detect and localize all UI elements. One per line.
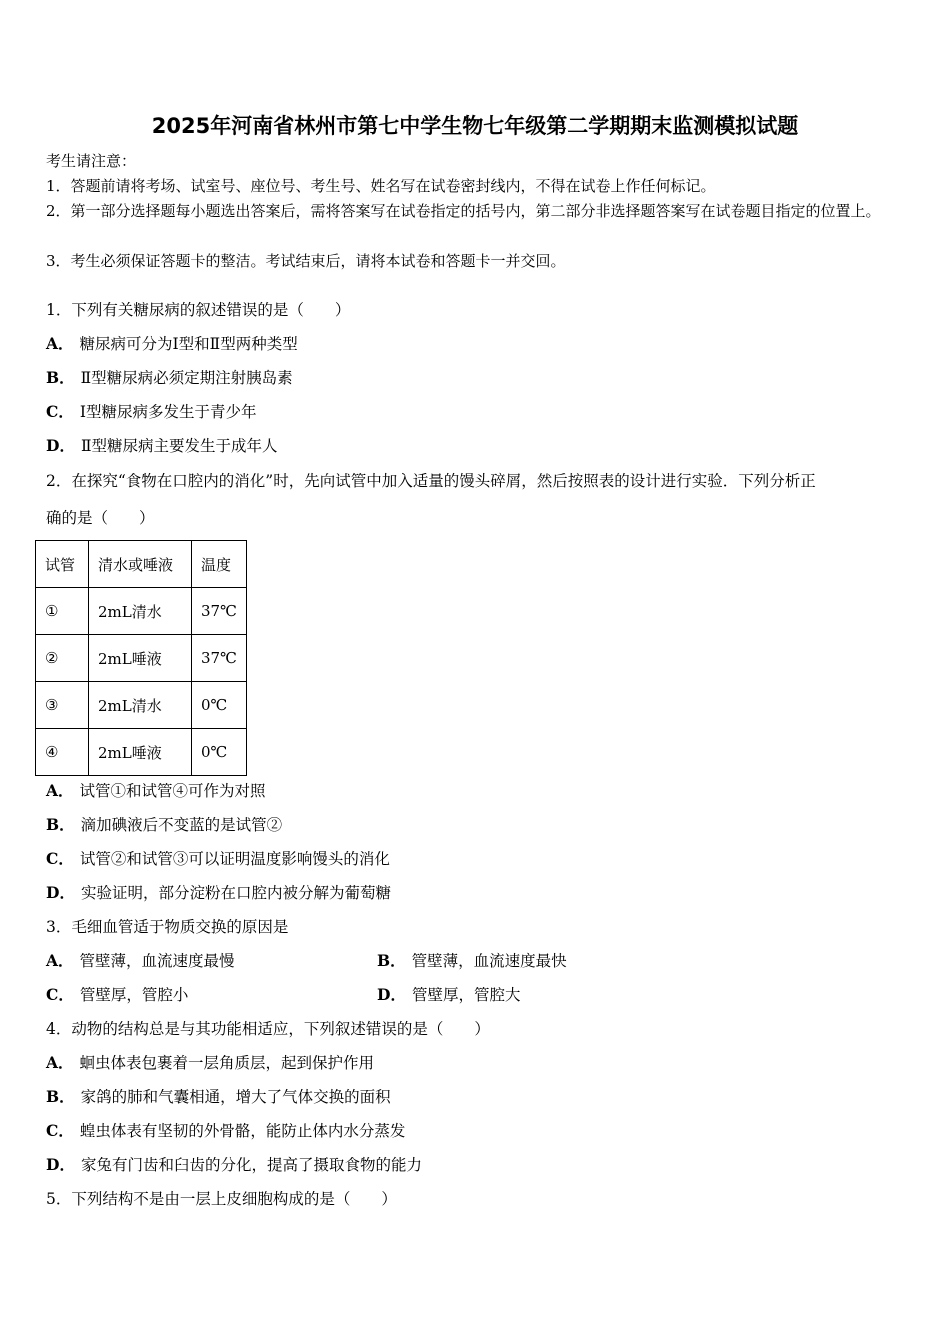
question-4-option-d [46, 1154, 422, 1176]
option-text: 管壁厚，管腔大 [411, 986, 521, 1004]
option-text: 管壁厚，管腔小 [79, 986, 189, 1004]
table-row [36, 682, 247, 729]
option-text: 管壁薄，血流速度最慢 [79, 952, 235, 970]
option-letter: C． [46, 1121, 74, 1140]
table-cell: 2mL唾液 [89, 729, 192, 776]
experiment-table [35, 540, 247, 776]
question-1-stem: 1．下列有关糖尿病的叙述错误的是（ ） [46, 301, 351, 319]
option-text: 试管①和试管④可作为对照 [79, 782, 266, 800]
option-text: 蝗虫体表有坚韧的外骨骼，能防止体内水分蒸发 [79, 1122, 406, 1140]
table-row [36, 635, 247, 682]
option-letter: C． [46, 849, 74, 868]
table-header-row [36, 541, 247, 588]
notice-item-1: 1．答题前请将考场、试室号、座位号、考生号、姓名写在试卷密封线内，不得在试卷上作任何标记。 [46, 177, 716, 195]
option-letter: C． [46, 402, 74, 421]
question-3-option-d [377, 984, 520, 1006]
option-letter: A． [46, 1053, 74, 1072]
option-letter: B． [46, 1087, 75, 1106]
option-text: Ⅱ型糖尿病必须定期注射胰岛素 [80, 369, 293, 387]
question-3-option-a [46, 950, 235, 972]
table-cell: ② [36, 635, 89, 682]
option-text: 蛔虫体表包裹着一层角质层，起到保护作用 [79, 1054, 375, 1072]
question-3-option-b [377, 950, 567, 972]
table-cell: ③ [36, 682, 89, 729]
table-row [36, 588, 247, 635]
question-4-option-a [46, 1052, 374, 1074]
question-3-option-c [46, 984, 188, 1006]
question-1-option-a [46, 333, 298, 355]
question-2-option-a [46, 780, 266, 802]
option-letter: D． [46, 1155, 75, 1174]
option-text: Ⅱ型糖尿病主要发生于成年人 [80, 437, 278, 455]
table-cell: 2mL唾液 [89, 635, 192, 682]
question-5-stem: 5．下列结构不是由一层上皮细胞构成的是（ ） [46, 1190, 397, 1208]
table-cell: 37℃ [192, 588, 247, 635]
option-text: 滴加碘液后不变蓝的是试管② [80, 816, 283, 834]
question-4-option-b [46, 1086, 391, 1108]
option-letter: B． [46, 368, 75, 387]
notice-item-3: 3．考生必须保证答题卡的整洁。考试结束后，请将本试卷和答题卡一并交回。 [46, 252, 566, 270]
question-2-option-b [46, 814, 282, 836]
table-cell: 2mL清水 [89, 682, 192, 729]
option-text: 管壁薄，血流速度最快 [411, 952, 567, 970]
notice-item-2: 2．第一部分选择题每小题选出答案后，需将答案写在试卷指定的括号内，第二部分非选择题答案写在试卷题目指定的位置上。 [46, 202, 881, 220]
table-cell: ① [36, 588, 89, 635]
question-4-option-c [46, 1120, 405, 1142]
question-1-option-b [46, 367, 293, 389]
option-letter: B． [46, 815, 75, 834]
question-4-stem: 4．动物的结构总是与其功能相适应，下列叙述错误的是（ ） [46, 1020, 490, 1038]
table-header-cell: 温度 [192, 541, 247, 588]
option-text: 试管②和试管③可以证明温度影响馒头的消化 [79, 850, 390, 868]
question-1-option-d [46, 435, 278, 457]
question-3-stem: 3．毛细血管适于物质交换的原因是 [46, 918, 289, 936]
option-text: Ⅰ型糖尿病多发生于青少年 [79, 403, 257, 421]
option-letter: D． [46, 436, 75, 455]
option-text: 家兔有门齿和臼齿的分化，提高了摄取食物的能力 [80, 1156, 422, 1174]
table-header-cell: 清水或唾液 [89, 541, 192, 588]
question-2-stem-line-1: 2．在探究“食物在口腔内的消化”时，先向试管中加入适量的馒头碎屑，然后按照表的设计进行实验．下列分析正 [46, 472, 816, 490]
option-letter: A． [46, 781, 74, 800]
option-letter: A． [46, 334, 74, 353]
option-letter: D． [46, 883, 75, 902]
question-2-option-d [46, 882, 391, 904]
question-2-option-c [46, 848, 390, 870]
option-letter: A． [46, 951, 74, 970]
table-row [36, 729, 247, 776]
table-cell: 0℃ [192, 729, 247, 776]
table-cell: 0℃ [192, 682, 247, 729]
table-cell: ④ [36, 729, 89, 776]
option-text: 家鸽的肺和气囊相通，增大了气体交换的面积 [80, 1088, 391, 1106]
option-letter: C． [46, 985, 74, 1004]
table-cell: 2mL清水 [89, 588, 192, 635]
option-text: 糖尿病可分为Ⅰ型和Ⅱ型两种类型 [79, 335, 298, 353]
question-2-stem-line-2: 确的是（ ） [46, 509, 155, 527]
question-1-option-c [46, 401, 256, 423]
option-text: 实验证明，部分淀粉在口腔内被分解为葡萄糖 [80, 884, 391, 902]
notice-heading: 考生请注意： [46, 152, 137, 170]
table-cell: 37℃ [192, 635, 247, 682]
page-title: 2025年河南省林州市第七中学生物七年级第二学期期末监测模拟试题 [151, 114, 799, 138]
option-letter: D． [377, 985, 406, 1004]
table-header-cell: 试管 [36, 541, 89, 588]
option-letter: B． [377, 951, 406, 970]
